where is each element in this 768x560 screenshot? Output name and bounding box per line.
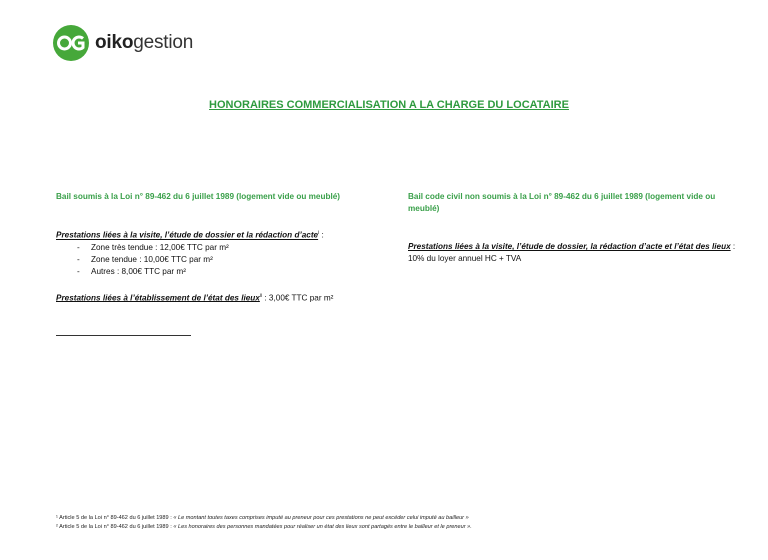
left-section1-title: Prestations liées à la visite, l’étude de dossier et la rédaction d’acte	[56, 230, 319, 240]
left-section2	[56, 290, 386, 305]
footnote-1: ¹ Article 5 de la Loi n° 89-462 du 6 juillet 1989 : « Le montant toutes taxes comprises imputé au preneur pour ces prestations ne peut excéder celui imputé au bailleur »	[56, 515, 469, 521]
right-column	[408, 191, 738, 265]
footnote-2: ² Article 5 de la Loi n° 89-462 du 6 juillet 1989 : « Les honoraires des personnes mandatées pour réaliser un état des lieux sont partagés entre le bailleur et le preneur ».	[56, 523, 472, 530]
footnote-ref-ii: ii	[259, 292, 263, 299]
footnote-divider	[56, 335, 191, 336]
left-section2-title: Prestations liées à l’établissement de l’état des lieux	[56, 293, 260, 303]
zone-list	[56, 242, 386, 278]
logo-mark-icon	[53, 25, 89, 61]
list-item: - Autres : 8,00€ TTC par m²	[56, 266, 386, 278]
right-section-value: 10% du loyer annuel HC + TVA	[408, 254, 522, 263]
logo	[53, 25, 193, 61]
left-heading: Bail soumis à la Loi n° 89-462 du 6 juillet 1989 (logement vide ou meublé)	[56, 192, 340, 201]
page-title: HONORAIRES COMMERCIALISATION A LA CHARGE DU LOCATAIRE	[209, 99, 569, 111]
right-section-title: Prestations liées à la visite, l’étude de dossier, la rédaction d’acte et l’état des lieux	[408, 242, 731, 251]
right-section: Prestations liées à la visite, l’étude de dossier, la rédaction d’acte et l’état des lieux :	[408, 242, 736, 251]
list-item: - Zone tendue : 10,00€ TTC par m²	[56, 254, 386, 266]
logo-wordmark: oikogestion	[95, 32, 194, 53]
list-item: - Zone très tendue : 12,00€ TTC par m²	[56, 242, 386, 254]
footnotes	[56, 514, 472, 531]
left-column	[56, 191, 386, 304]
footnote-ref-i: i	[318, 230, 320, 236]
right-heading: Bail code civil non soumis à la Loi n° 89-462 du 6 juillet 1989 (logement vide ou meublé)	[408, 192, 716, 213]
left-section2-value: : 3,00€ TTC par m²	[262, 293, 334, 303]
left-section1: Prestations liées à la visite, l’étude de dossier et la rédaction d’acte$^i$ :	[56, 230, 324, 240]
